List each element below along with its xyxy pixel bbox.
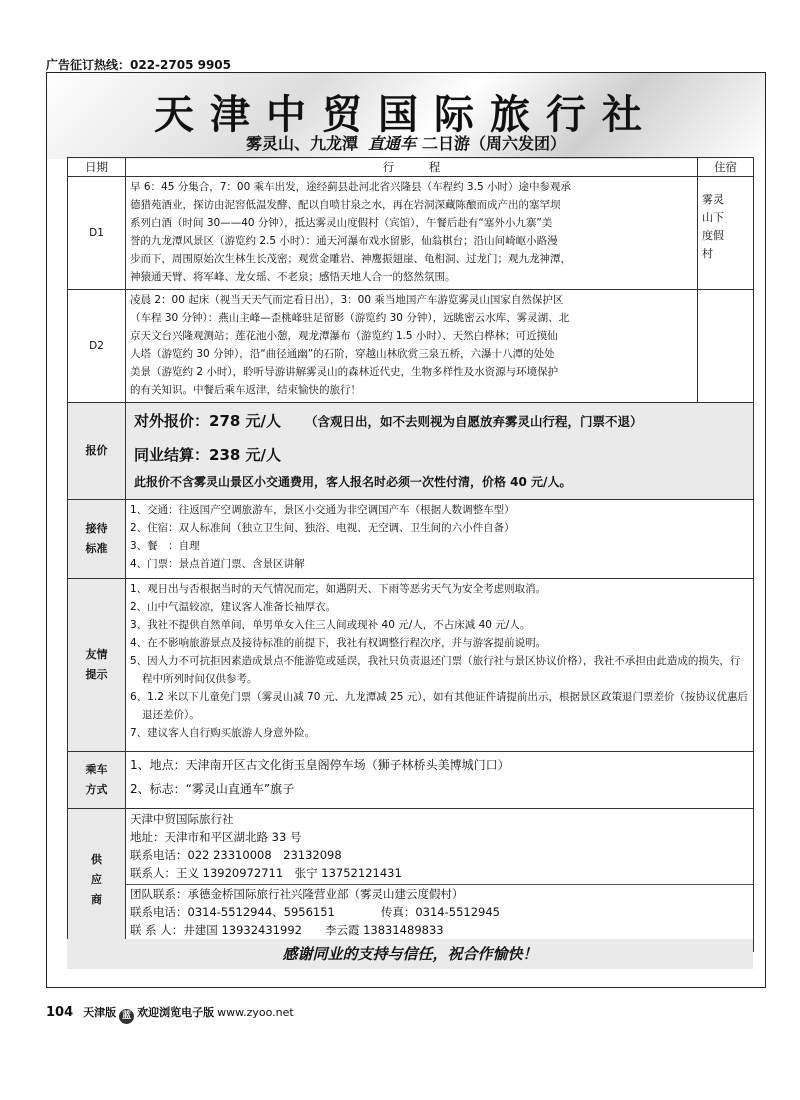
trade-price: 同业结算：238 元/人 — [134, 446, 282, 464]
detail-line: 系列白酒（时间 30——40 分钟），抵达雾灵山度假村（宾馆），午餐后赴有“塞外小九寨”美 — [130, 217, 553, 229]
tip-item: 2、山中气温较凉，建议客人准备长袖厚衣。 — [130, 601, 337, 613]
day-row-d1 — [68, 177, 754, 290]
day-detail — [126, 177, 698, 290]
supplier-line: 联系电话：022 23310008 23132098 — [130, 848, 342, 862]
subtitle-express: 直通车 — [367, 134, 416, 153]
price-row — [68, 403, 754, 500]
lodging-line: 雾灵 — [702, 193, 724, 206]
table-header-row — [68, 158, 754, 177]
supplier-line: 地址：天津市和平区湖北路 33 号 — [130, 830, 302, 844]
header-lodging: 住宿 — [698, 158, 754, 177]
detail-line: 誉的九龙潭风景区（游览约 2.5 小时）：通天河瀑布戏水留影，仙翁棋台；沿山间崎岖小路漫 — [130, 235, 558, 247]
tips-cell — [126, 579, 754, 752]
detail-line: 京天文台兴隆观测站；莲花池小憩，观龙潭瀑布（游览约 1.5 小时）、天然白桦林；可近摸仙 — [130, 330, 558, 342]
label-line: 乘车 — [85, 763, 108, 776]
day-label: D2 — [68, 290, 126, 403]
footer-text: 欢迎浏览电子版 — [137, 1006, 215, 1019]
tip-item: 4、在不影响旅游景点及接待标准的前提下，我社有权调整行程次序，并与游客提前说明。 — [130, 637, 547, 649]
label-line: 标准 — [85, 542, 108, 555]
supplier-line: 联 系 人：井建国 13932431992 李云霞 13831489833 — [130, 923, 444, 937]
ad-frame — [46, 72, 766, 988]
itinerary-table — [67, 157, 754, 952]
ride-row — [68, 752, 754, 809]
price-note: 此报价不含雾灵山景区小交通费用，客人报名时必须一次性付清，价格 40 元/人。 — [134, 475, 572, 489]
public-price — [134, 407, 749, 435]
supplier-line: 天津中贸国际旅行社 — [130, 812, 234, 826]
standard-item: 4、门票：景点首道门票、含景区讲解 — [130, 558, 305, 570]
supplier-line: 联系电话：0314-5512944、5956151 传真：0314-5512945 — [130, 905, 500, 919]
detail-line: 步而下，周围原始次生林生长茂密；观赏金雕岩、神鹰振翅崖、龟相洞、过龙门；观九龙神潭， — [130, 253, 571, 265]
lodging-line: 山下 — [702, 211, 724, 224]
label-line: 应 — [91, 873, 102, 886]
public-price-value: 对外报价：278 元/人 — [134, 412, 282, 430]
agency-title: 天津中贸国际旅行社 — [154, 91, 658, 138]
ride-label — [68, 752, 126, 809]
label-line: 接待 — [85, 522, 108, 535]
price-cell — [126, 403, 754, 500]
footer-url[interactable]: www.zyoo.net — [217, 1006, 294, 1019]
standard-row — [68, 500, 754, 579]
day-label: D1 — [68, 177, 126, 290]
standard-item: 2、住宿：双人标准间（独立卫生间、独浴、电视、无空调、卫生间的六小件自备） — [130, 522, 515, 534]
label-line: 供 — [91, 853, 102, 866]
label-line: 方式 — [85, 783, 108, 796]
day-row-d2 — [68, 290, 754, 403]
ad-hotline: 广告征订热线：022-2705 9905 — [46, 58, 232, 72]
day-detail — [126, 290, 698, 403]
supplier-label — [68, 809, 126, 952]
subtitle-duration: 二日游（周六发团） — [422, 134, 567, 153]
tip-item: 1、观日出与否根据当时的天气情况而定，如遇阴天、下雨等恶劣天气为安全考虑则取消。 — [130, 583, 547, 595]
page-number: 104 — [46, 1005, 74, 1020]
tips-label — [68, 579, 126, 752]
standard-item: 3、餐 ：自理 — [130, 540, 200, 552]
detail-line: 的有关知识。中餐后乘车返津，结束愉快的旅行！ — [130, 384, 361, 396]
detail-line: 德猎苑酒业，探访由泥窖低温发酵、配以自喷甘泉之水，再在岩洞深藏陈酿而成产出的塞罕坝 — [130, 199, 561, 211]
supplier-cell — [126, 809, 754, 952]
tour-subtitle — [47, 131, 765, 154]
lodging-line: 度假 — [702, 229, 724, 242]
edition-badge: 蓝 — [119, 1009, 134, 1024]
tips-row — [68, 579, 754, 752]
supplier-line: 团队联系：承德金桥国际旅行社兴隆营业部（雾灵山建云度假村） — [130, 887, 464, 901]
label-line: 商 — [91, 893, 102, 906]
ride-cell — [126, 752, 754, 809]
supplier-line: 联系人：王义 13920972711 张宁 13752121431 — [130, 866, 402, 880]
page-footer — [46, 1004, 294, 1024]
tip-item: 3、我社不提供自然单间，单男单女入住三人间或现补 40 元/人，不占床减 40 元/人。 — [130, 619, 531, 631]
ride-item: 2、标志：“雾灵山直通车”旗子 — [130, 782, 295, 796]
label-line: 提示 — [85, 668, 108, 681]
detail-line: 人塔（游览约 30 分钟），沿“曲径通幽”的石阶，穿越山林欣赏三泉五桥，六瀑十八潭的处处 — [130, 348, 555, 360]
label-line: 友情 — [85, 648, 108, 661]
detail-line: 神猿通天臂、将军峰、龙女瑶、不老泉；感悟天地人合一的悠然氛围。 — [130, 271, 456, 283]
detail-line: 早 6：45 分集合，7：00 乘车出发，途经蓟县赴河北省兴隆县（车程约 3.5 小时）途中参观承 — [130, 181, 571, 193]
detail-line: （车程 30 分钟）：燕山主峰—歪桃峰驻足留影（游览约 30 分钟），远眺密云水库、雾灵湖、北 — [130, 312, 570, 324]
lodging-cell — [698, 177, 754, 290]
thanks-banner: 感谢同业的支持与信任，祝合作愉快！ — [67, 939, 753, 969]
standard-label — [68, 500, 126, 579]
ride-item: 1、地点：天津南开区古文化街玉皇阁停车场（狮子林桥头美博城门口） — [130, 758, 510, 772]
standard-cell — [126, 500, 754, 579]
tip-item: 6、1.2 米以下儿童免门票（雾灵山减 70 元、九龙潭减 25 元），如有其他证件请提前出示，根据景区政策退门票差价（按协议优惠后退还差价）。 — [130, 691, 749, 721]
tip-item: 7、建议客人自行购买旅游人身意外险。 — [130, 727, 316, 739]
header-itinerary: 行 程 — [126, 158, 698, 177]
subtitle-destinations: 雾灵山、九龙潭 — [245, 134, 358, 153]
supplier-row — [68, 809, 754, 952]
lodging-cell-empty — [698, 290, 754, 403]
header-date: 日期 — [68, 158, 126, 177]
price-label: 报价 — [68, 403, 126, 500]
standard-item: 1、交通：往返国产空调旅游车，景区小交通为非空调国产车（根据人数调整车型） — [130, 504, 515, 516]
detail-line: 凌晨 2：00 起床（视当天天气而定看日出），3：00 乘当地国产车游览雾灵山国家自然保护区 — [130, 294, 564, 306]
tip-item: 5、因人力不可抗拒因素造成景点不能游览或延误，我社只负责退还门票（旅行社与景区协议价格），我社不承担由此造成的损失，行程中所列时间仅供参考。 — [130, 655, 741, 685]
lodging-line: 村 — [702, 247, 713, 260]
detail-line: 美景（游览约 2 小时），聆听导游讲解雾灵山的森林近代史，生物多样性及水资源与环境保护 — [130, 366, 559, 378]
edition-label: 天津版 — [83, 1006, 117, 1019]
public-price-note: （含观日出，如不去则视为自愿放弃雾灵山行程，门票不退） — [305, 414, 643, 429]
